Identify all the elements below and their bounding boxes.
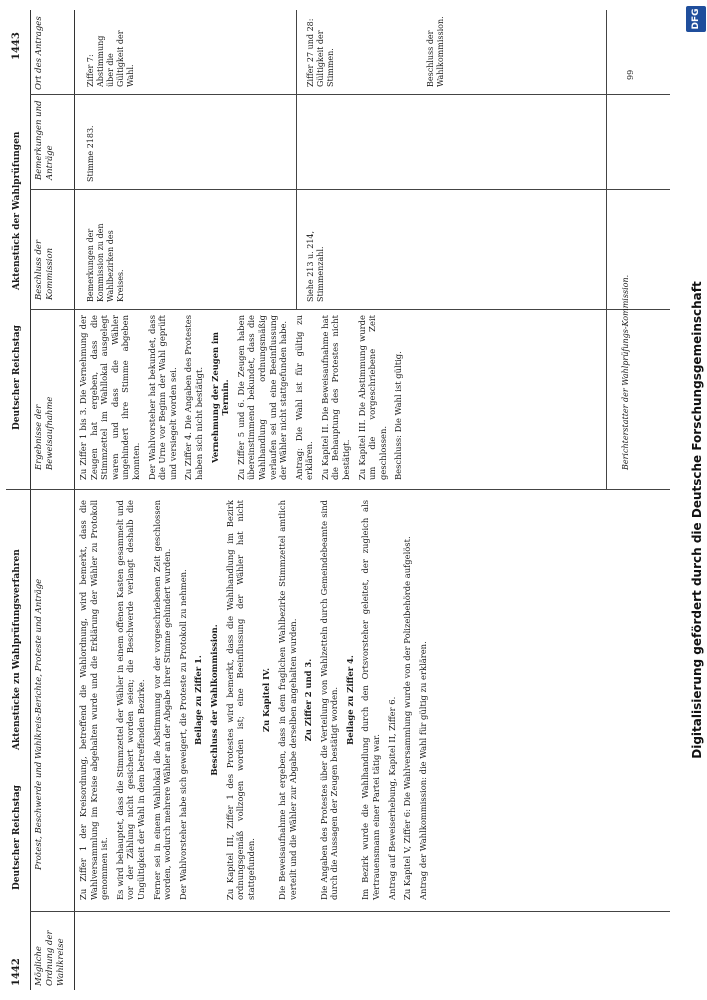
paragraph: Zu Kapitel V, Ziffer 6: Die Wahlversammlung wurde von der Polizeibehörde aufgelöst. bbox=[402, 536, 413, 900]
column-rule bbox=[30, 309, 670, 310]
col-header-6: Ort des Antrages bbox=[34, 16, 44, 90]
row-separator bbox=[606, 10, 607, 490]
paragraph: Es wird behauptet, dass die Stimmzettel der Wähler in einem offenen Kasten gesammelt und vor der Zählung nicht gesichert worden seien; die Beschwerde verlangt deshalb die Ungültigkeit der Wahl in dem betreffenden Bezirke. bbox=[114, 500, 146, 900]
col-header-5: Bemerkungen und Anträge bbox=[34, 100, 55, 180]
column-rule bbox=[30, 189, 670, 190]
paragraph: Antrag auf Beweiserhebung, Kapitel II, Ziffer 6. bbox=[386, 696, 397, 900]
dfg-logo: DFG bbox=[686, 6, 706, 32]
paragraph: Antrag der Wahlkommission: die Wahl für gültig zu erklären. bbox=[417, 641, 428, 900]
paragraph: Die Angaben des Protestes über die Verteilung von Wahlzetteln durch Gemeindebeamte sind durch die Aussagen der Zeugen bestätigt worden. bbox=[318, 500, 340, 900]
text-column-middle bbox=[78, 315, 409, 480]
header-title-right2: Aktenstück der Wahlprüfungen bbox=[12, 131, 22, 290]
header-title-left: Deutscher Reichstag bbox=[12, 785, 22, 890]
text-column-left bbox=[78, 500, 433, 900]
paragraph: Ferner sei in einem Wahllokal die Abstimmung vor der vorgeschriebenen Zeit geschlossen worden, wodurch mehrere Wähler an der Abgabe ihrer Stimme gehindert wurden. bbox=[151, 500, 173, 900]
page-number-left: 1442 bbox=[11, 958, 22, 986]
header-title-right: Deutscher Reichstag bbox=[12, 325, 22, 430]
note-column: Beschluss der Wahlkommission. bbox=[426, 16, 445, 87]
paragraph: Zu Ziffer 1 der Kreisordnung, betreffend die Wahlordnung, wird bemerkt, dass die Wahlversammlung im Kreise abgehalten wurde und die Erklärung der Wähler zu Protokoll genommen ist. bbox=[78, 500, 110, 900]
note-column: Ziffer 7: Abstimmung über die Gültigkeit der Wahl. bbox=[86, 30, 135, 87]
paragraph: Zu Ziffer 5 und 6. Die Zeugen haben übereinstimmend bekundet, dass die Wahlhandlung ordnungsmäßig verlaufen sei und eine Beeinflussung der Wähler nicht stattgefunden habe. bbox=[235, 315, 289, 480]
column-rule bbox=[6, 489, 670, 490]
paragraph: Der Wahlvorsteher hat bekundet, dass die Urne vor Beginn der Wahl geprüft und versiegelt worden sei. bbox=[146, 315, 178, 480]
digitisation-banner bbox=[685, 0, 707, 1000]
banner-text: Digitalisierung gefördert durch die Deutsche Forschungsgemeinschaft bbox=[690, 281, 704, 759]
paragraph: Zu Ziffer 1 bis 3. Die Vernehmung der Zeugen hat ergeben, dass die Stimmzettel im Wahllokal ausgelegt waren und dass die Wähler ungehindert ihre Stimme abgeben konnten. bbox=[78, 315, 141, 480]
paragraph: Der Wahlvorsteher habe sich geweigert, die Proteste zu Protokoll zu nehmen. bbox=[177, 569, 188, 900]
section-heading: Beschluss der Wahlkommission. bbox=[208, 624, 219, 776]
row-separator bbox=[296, 10, 297, 310]
col-header-2: Protest, Beschwerde und Wahlkreis-Berichte, Proteste und Anträge bbox=[34, 578, 44, 870]
col-header-1: Mögliche Ordnung der Wahlkreise bbox=[34, 930, 66, 986]
page-number-right: 1443 bbox=[11, 32, 22, 60]
section-heading: Beilage zu Ziffer 4. bbox=[344, 655, 355, 745]
paragraph: Die Beweisaufnahme hat ergeben, dass in dem fraglichen Wahlbezirke Stimmzettel amtlich verteilt und die Wähler zur Abgabe derselben angehalten wurden. bbox=[276, 500, 298, 900]
section-heading: Zu Ziffer 2 und 3. bbox=[303, 658, 314, 742]
paragraph: Zu Kapitel II. Die Beweisaufnahme hat die Behauptung des Protestes nicht bestätigt. bbox=[319, 315, 352, 480]
note-column: Stimme 2183. bbox=[86, 125, 95, 182]
section-heading: Beilage zu Ziffer 1. bbox=[193, 655, 204, 745]
note-column: Bemerkungen der Kommission zu den Wahlbezirken des Kreises. bbox=[86, 223, 125, 302]
page-header bbox=[6, 10, 31, 990]
footnote: Berichterstatter der Wahlprüfungs-Kommission. bbox=[621, 274, 630, 470]
section-heading: Zu Kapitel IV. bbox=[261, 667, 272, 733]
note-column: Ziffer 27 und 28: Gültigkeit der Stimmen. bbox=[306, 18, 335, 87]
header-title-mid: Aktenstücke zu Wahlprüfungsverfahren bbox=[12, 549, 22, 750]
column-headers bbox=[30, 10, 75, 990]
paragraph: Zu Ziffer 4. Die Angaben des Protestes haben sich nicht bestätigt. bbox=[183, 315, 204, 480]
col-header-3: Ergebnisse der Beweisaufnahme bbox=[34, 396, 55, 470]
paragraph: Zu Kapitel III, Ziffer 1 des Protestes wird bemerkt, dass die Wahlhandlung im Bezirk ordnungsgemäß vollzogen worden ist; eine Beeinflussung der Wähler hat nicht stattgefunden. bbox=[224, 500, 256, 900]
column-rule bbox=[30, 94, 670, 95]
section-heading: Vernehmung der Zeugen im Termin. bbox=[209, 331, 231, 464]
paragraph: Antrag: Die Wahl ist für gültig zu erklären. bbox=[293, 315, 315, 480]
page-mark: 99 bbox=[626, 69, 635, 80]
paragraph: Zu Kapitel III. Die Abstimmung wurde um die vorgeschriebene Zeit geschlossen. bbox=[356, 315, 388, 480]
document-rotated bbox=[6, 10, 686, 990]
paragraph: Im Bezirk wurde die Wahlhandlung durch den Ortsvorsteher geleitet, der zugleich als Vertrauensmann einer Partei tätig war. bbox=[360, 500, 382, 900]
column-rule bbox=[30, 911, 670, 912]
note-column: Siehe 213 u. 214, Stimmenzahl. bbox=[306, 230, 325, 302]
col-header-4: Beschluss der Kommission bbox=[34, 239, 55, 300]
paragraph: Beschluss: Die Wahl ist gültig. bbox=[393, 351, 404, 480]
